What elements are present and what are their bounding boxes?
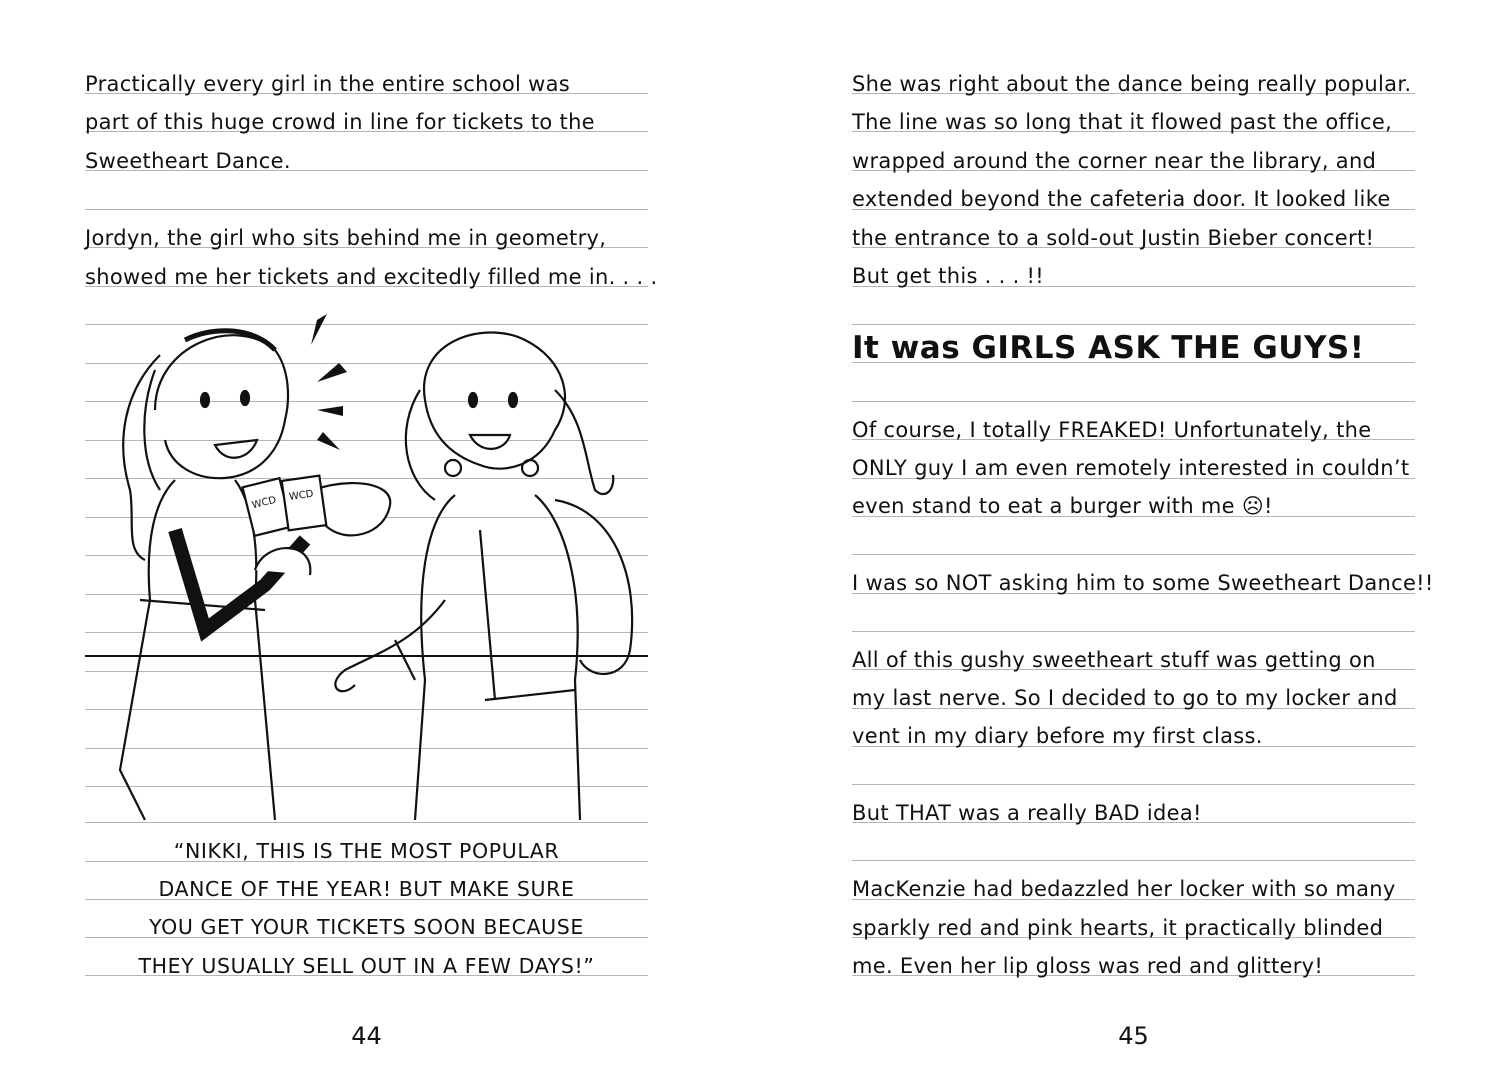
text-line: Sweetheart Dance.	[85, 149, 291, 173]
text-line: my last nerve. So I decided to go to my locker and	[852, 686, 1398, 710]
ruled-line	[852, 324, 1415, 325]
headline: It was GIRLS ASK THE GUYS!	[852, 330, 1365, 366]
text-line: Practically every girl in the entire school was	[85, 72, 571, 96]
text-line: I was so NOT asking him to some Sweetheart Dance!!	[852, 571, 1434, 595]
text-line: vent in my diary before my first class.	[852, 724, 1263, 748]
caption-line: DANCE OF THE YEAR! BUT MAKE SURE	[158, 877, 575, 901]
page-number: 44	[351, 1022, 382, 1050]
ruled-line	[852, 860, 1415, 861]
illustration	[85, 300, 648, 820]
text-line: MacKenzie had bedazzled her locker with so many	[852, 877, 1396, 901]
excitement-marks-icon	[311, 314, 347, 450]
text-line: Of course, I totally FREAKED! Unfortunately, the	[852, 418, 1372, 442]
text-line: ONLY guy I am even remotely interested in couldn’t	[852, 456, 1410, 480]
text-line: extended beyond the cafeteria door. It looked like	[852, 187, 1391, 211]
text-line: All of this gushy sweetheart stuff was getting on	[852, 648, 1376, 672]
caption-line: THEY USUALLY SELL OUT IN A FEW DAYS!”	[138, 954, 595, 978]
text-line: wrapped around the corner near the library, and	[852, 149, 1377, 173]
text-line: showed me her tickets and excitedly filled me in. . . .	[85, 265, 658, 289]
text-line: But get this . . . !!	[852, 264, 1044, 288]
ruled-line	[85, 822, 648, 823]
caption-line: “NIKKI, THIS IS THE MOST POPULAR	[173, 839, 560, 863]
page-number: 45	[1118, 1022, 1149, 1050]
text-line: even stand to eat a burger with me ☹!	[852, 494, 1273, 518]
text-line: the entrance to a sold-out Justin Bieber concert!	[852, 226, 1375, 250]
text-line: Jordyn, the girl who sits behind me in geometry,	[85, 226, 607, 250]
text-line: part of this huge crowd in line for tickets to the	[85, 110, 595, 134]
ruled-line	[852, 784, 1415, 785]
text-line: But THAT was a really BAD idea!	[852, 801, 1202, 825]
ruled-line	[852, 401, 1415, 402]
caption-line: YOU GET YOUR TICKETS SOON BECAUSE	[149, 915, 584, 939]
text-line: She was right about the dance being really popular.	[852, 72, 1412, 96]
ruled-line	[852, 554, 1415, 555]
text-line: me. Even her lip gloss was red and glittery!	[852, 954, 1324, 978]
svg-text:WCD: WCD	[250, 494, 278, 512]
ruled-line	[852, 631, 1415, 632]
text-line: The line was so long that it flowed past the office,	[852, 110, 1393, 134]
left-page	[85, 0, 658, 1090]
ruled-line	[85, 209, 648, 210]
right-page	[852, 0, 1434, 1090]
text-line: sparkly red and pink hearts, it practically blinded	[852, 916, 1384, 940]
svg-text:WCD: WCD	[288, 488, 315, 503]
